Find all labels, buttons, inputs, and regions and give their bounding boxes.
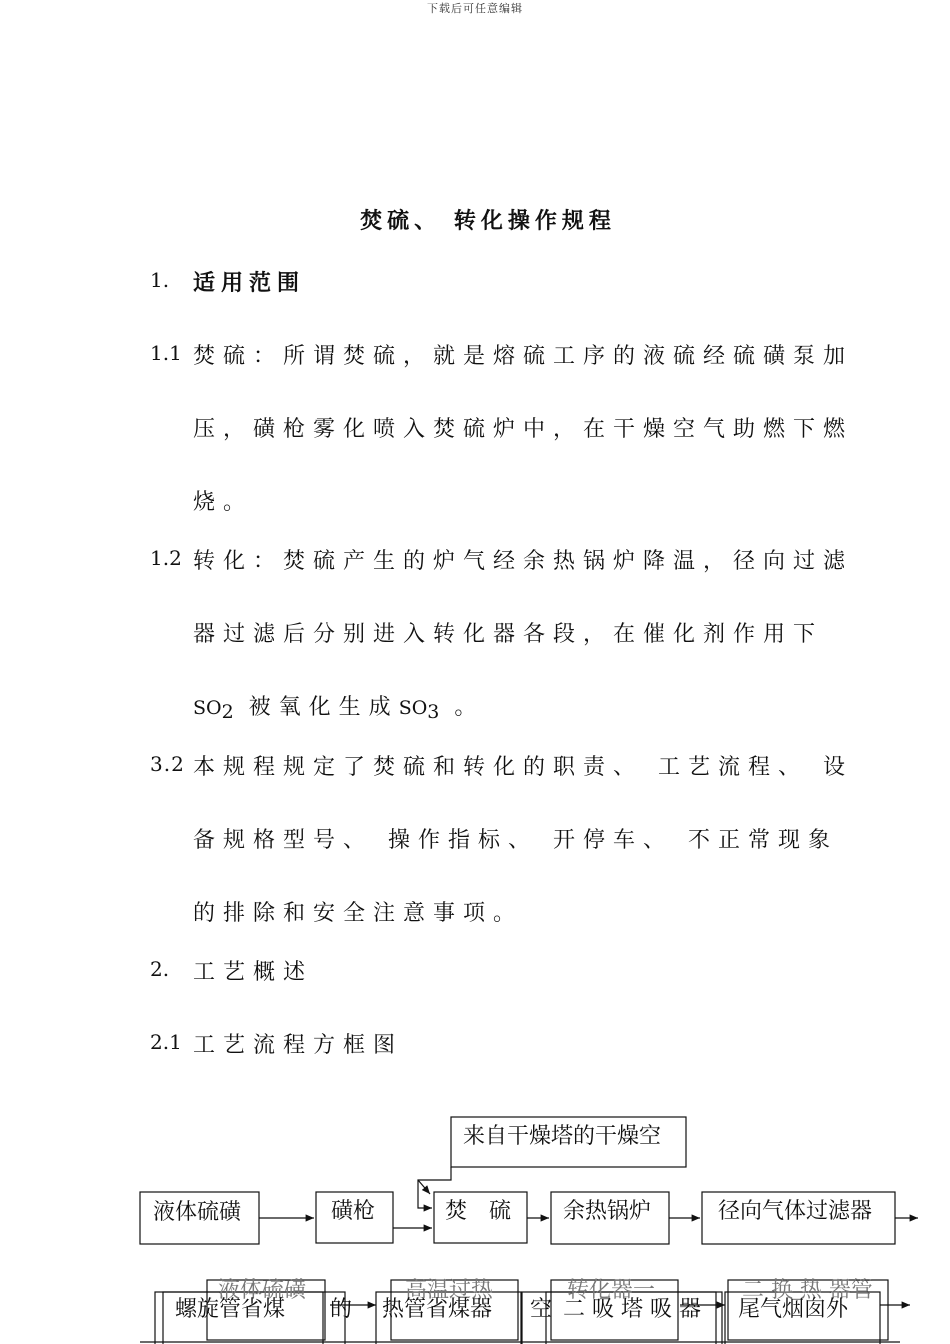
paragraph-line: 备规格型号、 操作指标、 开停车、 不正常现象 — [193, 828, 838, 853]
flow-label: 热管省煤器 — [382, 1297, 493, 1322]
section-number: 2. — [150, 957, 170, 981]
flow-label: 液体硫磺 — [218, 1278, 307, 1303]
document-title: 焚硫、 转化操作规程 — [360, 209, 616, 234]
paragraph-line: 的排除和安全注意事项。 — [193, 901, 524, 926]
section-heading: 工艺概述 — [193, 960, 314, 985]
paragraph-line: 转化：焚硫产生的炉气经余热锅炉降温，径向过滤 — [193, 549, 854, 574]
header-note: 下载后可任意编辑 — [427, 2, 523, 15]
section-number: 2.1 — [150, 1030, 182, 1054]
flow-label: 焚 硫 — [445, 1199, 512, 1224]
formula-line: SO2 被氧化生成SO3 。 — [193, 695, 485, 723]
flow-label: 二 换 热 器管 — [742, 1278, 873, 1303]
flow-label: 余热锅炉 — [563, 1199, 652, 1224]
paragraph-line: 器过滤后分别进入转化器各段，在催化剂作用下 — [193, 622, 824, 647]
flow-label: 尾气烟囱外 — [738, 1297, 849, 1322]
section-number: 1.1 — [150, 341, 182, 365]
paragraph-line: 焚硫：所谓焚硫，就是熔硫工序的液硫经硫磺泵加 — [193, 344, 854, 369]
flow-label: 的 — [330, 1297, 353, 1322]
flow-label: 液体硫磺 — [153, 1200, 242, 1225]
paragraph-line: 本规程规定了焚硫和转化的职责、 工艺流程、 设 — [193, 755, 853, 780]
section-heading: 工艺流程方框图 — [193, 1033, 404, 1058]
section-number: 1.2 — [150, 546, 182, 570]
section-number: 1. — [150, 268, 170, 292]
flow-label: 空 — [530, 1297, 553, 1322]
paragraph-line: 烧。 — [193, 490, 254, 515]
section-number: 3.2 — [150, 752, 185, 776]
flow-label: 高温过热 — [405, 1278, 494, 1303]
flow-label: 磺枪 — [331, 1199, 376, 1224]
flow-label: 螺旋管省煤 — [175, 1297, 286, 1322]
flow-label: 二 吸 塔 吸 器 — [563, 1297, 701, 1322]
paragraph-line: 压，磺枪雾化喷入焚硫炉中，在干燥空气助燃下燃 — [193, 417, 854, 442]
flow-label: 来自干燥塔的干燥空 — [463, 1124, 662, 1149]
flow-label: 径向气体过滤器 — [718, 1199, 873, 1224]
flow-label: 转化器一 — [567, 1278, 656, 1303]
section-heading: 适用范围 — [193, 271, 306, 296]
